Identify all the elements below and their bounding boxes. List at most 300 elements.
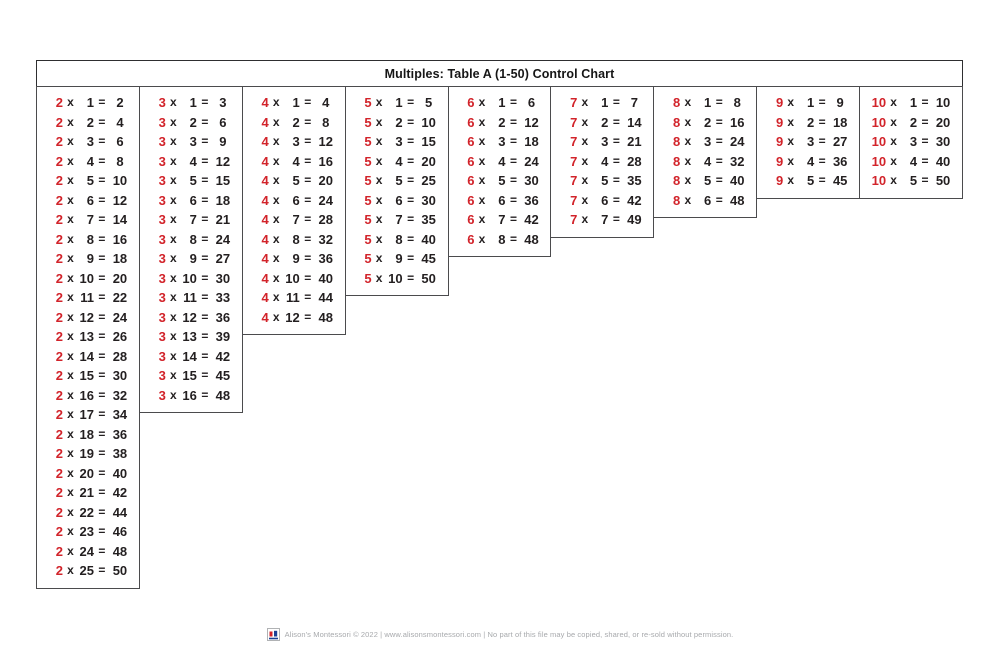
multiplicand-value: 11 <box>285 290 300 305</box>
product-value: 30 <box>421 192 436 208</box>
product-value: 15 <box>215 173 231 188</box>
multiplicand-value: 3 <box>189 134 197 149</box>
multiplicand-value: 16 <box>79 387 94 403</box>
multiplicand-value: 8 <box>292 231 300 247</box>
product-value: 40 <box>730 173 745 188</box>
product-value: 32 <box>112 387 128 403</box>
multiplicand-value: 5 <box>86 173 94 188</box>
equals-operator: = <box>612 173 620 187</box>
product-value: 36 <box>318 251 333 266</box>
multiplicand-value: 7 <box>189 212 197 227</box>
equation-row <box>243 93 345 113</box>
multiplier-value: 6 <box>467 212 475 227</box>
multiplier-value: 9 <box>775 134 784 149</box>
times-operator: x <box>67 426 74 441</box>
multiples-column-2 <box>36 86 140 589</box>
equals-operator: = <box>304 290 312 304</box>
times-operator: x <box>478 134 486 148</box>
equals-operator: = <box>201 173 209 187</box>
times-operator: x <box>272 153 280 168</box>
multiplicand-value: 1 <box>601 95 609 110</box>
equation-row <box>243 171 345 191</box>
multiplier-value: 7 <box>570 153 578 169</box>
times-operator: x <box>67 446 74 460</box>
equals-operator: = <box>304 192 312 207</box>
equation-row <box>860 171 962 191</box>
equation-row <box>449 230 551 250</box>
equals-operator: = <box>201 290 209 304</box>
multiplicand-value: 7 <box>86 212 94 227</box>
equation-row <box>243 308 345 328</box>
product-value: 14 <box>627 114 642 130</box>
equation-row <box>37 464 139 484</box>
equals-operator: = <box>407 134 415 148</box>
multiplicand-value: 2 <box>498 114 506 130</box>
equals-operator: = <box>612 192 620 207</box>
equation-row <box>140 288 242 308</box>
multiplier-value: 4 <box>261 192 269 208</box>
equation-row <box>37 561 139 581</box>
product-value: 20 <box>421 153 436 169</box>
equals-operator: = <box>612 134 620 148</box>
multiplicand-value: 8 <box>395 231 403 247</box>
multiplier-value: 3 <box>158 251 166 266</box>
equals-operator: = <box>304 251 312 265</box>
times-operator: x <box>375 134 383 148</box>
multiplier-value: 7 <box>570 212 578 227</box>
multiples-column-4 <box>242 86 346 335</box>
equals-operator: = <box>201 192 209 207</box>
multiplier-value: 10 <box>871 134 887 149</box>
times-operator: x <box>272 134 280 148</box>
product-value: 48 <box>112 543 128 559</box>
product-value: 44 <box>112 504 128 520</box>
product-value: 12 <box>112 192 128 208</box>
multiples-columns <box>36 86 963 589</box>
multiplicand-value: 5 <box>704 173 712 188</box>
multiplier-value: 3 <box>158 114 166 130</box>
equation-row <box>140 171 242 191</box>
equation-row <box>140 347 242 367</box>
equals-operator: = <box>407 192 415 207</box>
equation-row <box>140 386 242 406</box>
equals-operator: = <box>407 270 415 285</box>
equation-row <box>37 405 139 425</box>
product-value: 9 <box>219 134 227 149</box>
multiplicand-value: 11 <box>183 290 197 305</box>
equation-row <box>551 210 653 230</box>
multiplicand-value: 1 <box>909 95 918 110</box>
times-operator: x <box>478 173 486 187</box>
product-value: 46 <box>112 524 128 539</box>
multiplicand-value: 6 <box>704 192 712 208</box>
product-value: 21 <box>215 212 231 227</box>
product-value: 44 <box>318 290 333 305</box>
times-operator: x <box>581 192 589 207</box>
times-operator: x <box>890 173 897 187</box>
equation-row <box>346 269 448 289</box>
equals-operator: = <box>201 348 209 363</box>
multiplicand-value: 5 <box>909 173 918 188</box>
times-operator: x <box>272 192 280 207</box>
equals-operator: = <box>201 134 209 148</box>
multiplicand-value: 6 <box>292 192 300 208</box>
product-value: 9 <box>836 95 844 110</box>
equation-row <box>243 113 345 133</box>
multiplier-value: 4 <box>261 95 269 110</box>
product-value: 21 <box>627 134 642 149</box>
times-operator: x <box>67 114 74 129</box>
product-value: 8 <box>733 95 741 110</box>
times-operator: x <box>169 153 177 168</box>
equals-operator: = <box>201 251 209 265</box>
equals-operator: = <box>304 114 312 129</box>
equals-operator: = <box>407 153 415 168</box>
equation-row <box>140 269 242 289</box>
multiplier-value: 4 <box>261 153 269 169</box>
times-operator: x <box>169 368 177 382</box>
footer <box>0 626 1000 642</box>
equation-row <box>140 308 242 328</box>
multiplier-value: 3 <box>158 153 166 169</box>
times-operator: x <box>375 95 383 109</box>
product-value: 36 <box>215 309 231 325</box>
times-operator: x <box>67 348 74 363</box>
multiplier-value: 7 <box>570 192 578 208</box>
multiplier-value: 3 <box>158 134 166 149</box>
equation-row <box>654 93 756 113</box>
multiplier-value: 5 <box>364 134 372 149</box>
times-operator: x <box>272 114 280 129</box>
product-value: 48 <box>215 387 231 403</box>
product-value: 50 <box>935 173 951 188</box>
equals-operator: = <box>509 192 517 207</box>
times-operator: x <box>787 153 795 168</box>
equation-row <box>37 386 139 406</box>
equation-row <box>551 132 653 152</box>
times-operator: x <box>169 348 177 363</box>
multiplicand-value: 4 <box>806 153 815 169</box>
multiplicand-value: 2 <box>189 114 197 130</box>
times-operator: x <box>684 153 692 168</box>
equals-operator: = <box>304 95 312 109</box>
multiplicand-value: 2 <box>86 114 94 130</box>
multiplier-value: 6 <box>467 134 475 149</box>
equals-operator: = <box>98 524 106 538</box>
multiplicand-value: 16 <box>182 387 197 403</box>
times-operator: x <box>787 173 795 187</box>
product-value: 18 <box>832 114 848 130</box>
equals-operator: = <box>715 95 723 109</box>
equals-operator: = <box>98 114 106 129</box>
equation-row <box>551 171 653 191</box>
times-operator: x <box>67 270 74 285</box>
product-value: 48 <box>524 231 539 247</box>
multiplier-value: 5 <box>364 231 372 247</box>
product-value: 48 <box>318 309 333 325</box>
product-value: 27 <box>832 134 848 149</box>
multiplicand-value: 19 <box>79 446 94 461</box>
equals-operator: = <box>98 212 106 226</box>
product-value: 38 <box>112 446 128 461</box>
multiplicand-value: 23 <box>79 524 94 539</box>
page-title: Multiples: Table A (1-50) Control Chart <box>384 66 615 81</box>
multiplier-value: 2 <box>55 95 63 110</box>
multiplicand-value: 8 <box>86 231 94 247</box>
equals-operator: = <box>818 173 826 187</box>
equals-operator: = <box>98 543 106 558</box>
equals-operator: = <box>715 192 723 207</box>
equation-row <box>551 191 653 211</box>
equals-operator: = <box>921 153 929 168</box>
multiplier-value: 2 <box>55 153 63 169</box>
product-value: 8 <box>322 114 330 130</box>
multiplier-value: 3 <box>158 290 166 305</box>
multiplicand-value: 5 <box>189 173 197 188</box>
times-operator: x <box>67 563 74 577</box>
times-operator: x <box>478 114 486 129</box>
times-operator: x <box>375 153 383 168</box>
equation-row <box>346 113 448 133</box>
product-value: 6 <box>527 95 536 110</box>
multiplicand-value: 9 <box>86 251 94 266</box>
product-value: 18 <box>524 134 539 149</box>
equation-row <box>860 152 962 172</box>
equation-row <box>37 483 139 503</box>
multiplier-value: 8 <box>673 95 681 110</box>
multiplier-value: 9 <box>775 95 784 110</box>
product-value: 42 <box>627 192 642 208</box>
product-value: 4 <box>116 114 124 130</box>
times-operator: x <box>67 387 74 402</box>
product-value: 24 <box>215 231 231 247</box>
multiplicand-value: 13 <box>79 329 94 344</box>
equals-operator: = <box>921 173 929 187</box>
equals-operator: = <box>98 251 106 265</box>
equation-row <box>449 113 551 133</box>
times-operator: x <box>67 485 74 499</box>
multiplicand-value: 18 <box>79 426 94 442</box>
multiplier-value: 3 <box>158 173 166 188</box>
equals-operator: = <box>201 368 209 382</box>
equals-operator: = <box>98 504 106 519</box>
multiplicand-value: 2 <box>806 114 815 130</box>
product-value: 24 <box>112 309 128 325</box>
multiplier-value: 3 <box>158 212 166 227</box>
equation-row <box>37 288 139 308</box>
times-operator: x <box>67 465 74 480</box>
equals-operator: = <box>98 387 106 402</box>
multiplicand-value: 6 <box>395 192 403 208</box>
product-value: 33 <box>215 290 231 305</box>
times-operator: x <box>787 114 795 129</box>
product-value: 18 <box>215 192 231 208</box>
multiplier-value: 10 <box>871 95 887 110</box>
multiplicand-value: 2 <box>395 114 403 130</box>
multiplicand-value: 6 <box>86 192 94 208</box>
product-value: 24 <box>730 134 745 149</box>
multiplicand-value: 12 <box>182 309 197 325</box>
multiplicand-value: 5 <box>292 173 300 188</box>
multiplier-value: 3 <box>158 387 166 403</box>
multiplier-value: 2 <box>55 290 63 305</box>
product-value: 27 <box>215 251 231 266</box>
multiplier-value: 2 <box>55 114 63 130</box>
equals-operator: = <box>98 563 106 577</box>
equals-operator: = <box>98 329 106 343</box>
equals-operator: = <box>201 212 209 226</box>
multiplier-value: 3 <box>158 270 166 286</box>
equation-row <box>37 425 139 445</box>
product-value: 36 <box>112 426 128 442</box>
equation-row <box>346 249 448 269</box>
multiplicand-value: 15 <box>182 368 197 383</box>
equation-row <box>654 132 756 152</box>
equation-row <box>757 152 859 172</box>
times-operator: x <box>375 114 383 129</box>
times-operator: x <box>478 192 486 207</box>
equals-operator: = <box>715 153 723 168</box>
multiplier-value: 7 <box>570 114 578 130</box>
product-value: 34 <box>112 407 128 422</box>
multiplier-value: 4 <box>261 231 269 247</box>
times-operator: x <box>581 114 589 129</box>
equation-row <box>37 308 139 328</box>
equals-operator: = <box>98 153 106 168</box>
equation-row <box>551 113 653 133</box>
multiplier-value: 2 <box>55 173 63 188</box>
multiplicand-value: 3 <box>909 134 918 149</box>
product-value: 42 <box>215 348 231 364</box>
times-operator: x <box>684 134 692 148</box>
multiplicand-value: 25 <box>79 563 94 578</box>
equation-row <box>243 191 345 211</box>
equals-operator: = <box>98 348 106 363</box>
times-operator: x <box>375 270 383 285</box>
equation-row <box>37 444 139 464</box>
product-value: 40 <box>935 153 951 169</box>
multiplicand-value: 9 <box>395 251 403 266</box>
equals-operator: = <box>612 114 620 129</box>
multiplicand-value: 5 <box>806 173 815 188</box>
multiples-column-9 <box>756 86 860 199</box>
product-value: 12 <box>524 114 539 130</box>
product-value: 7 <box>630 95 638 110</box>
equals-operator: = <box>201 231 209 246</box>
equation-row <box>757 113 859 133</box>
equals-operator: = <box>98 426 106 441</box>
equation-row <box>37 249 139 269</box>
product-value: 5 <box>424 95 433 110</box>
times-operator: x <box>581 153 589 168</box>
times-operator: x <box>272 290 280 304</box>
equals-operator: = <box>98 290 106 304</box>
equation-row <box>243 152 345 172</box>
multiplier-value: 3 <box>158 329 166 344</box>
product-value: 24 <box>318 192 333 208</box>
multiplicand-value: 1 <box>395 95 403 110</box>
product-value: 28 <box>112 348 128 364</box>
times-operator: x <box>581 212 589 226</box>
multiplier-value: 9 <box>775 153 784 169</box>
multiplicand-value: 8 <box>498 231 506 247</box>
equation-row <box>346 230 448 250</box>
times-operator: x <box>272 309 280 324</box>
multiplier-value: 2 <box>55 192 63 208</box>
multiplicand-value: 5 <box>601 173 609 188</box>
equation-row <box>346 132 448 152</box>
multiplicand-value: 10 <box>285 270 300 286</box>
equation-row <box>449 132 551 152</box>
equals-operator: = <box>612 153 620 168</box>
times-operator: x <box>581 173 589 187</box>
multiplicand-value: 10 <box>388 270 403 286</box>
equation-row <box>140 210 242 230</box>
product-value: 10 <box>935 95 951 110</box>
product-value: 24 <box>524 153 539 169</box>
multiplicand-value: 3 <box>86 134 94 149</box>
multiplicand-value: 2 <box>292 114 300 130</box>
equation-row <box>140 327 242 347</box>
multiplier-value: 2 <box>55 446 63 461</box>
multiplicand-value: 4 <box>395 153 403 169</box>
equals-operator: = <box>715 173 723 187</box>
multiplier-value: 7 <box>570 134 578 149</box>
product-value: 42 <box>112 485 128 500</box>
times-operator: x <box>272 95 280 109</box>
product-value: 30 <box>935 134 951 149</box>
times-operator: x <box>272 251 280 265</box>
multiplicand-value: 4 <box>189 153 197 169</box>
multiplier-value: 4 <box>261 114 269 130</box>
equation-row <box>346 191 448 211</box>
times-operator: x <box>67 524 74 538</box>
equals-operator: = <box>98 173 106 187</box>
multiplier-value: 8 <box>673 192 681 208</box>
times-operator: x <box>169 114 177 129</box>
multiplicand-value: 9 <box>189 251 197 266</box>
multiplier-value: 2 <box>55 231 63 247</box>
multiplier-value: 6 <box>467 173 475 188</box>
equals-operator: = <box>509 173 517 187</box>
times-operator: x <box>67 329 74 343</box>
multiplicand-value: 6 <box>601 192 609 208</box>
equals-operator: = <box>98 95 106 109</box>
multiplier-value: 2 <box>55 563 63 578</box>
equation-row <box>243 288 345 308</box>
times-operator: x <box>169 309 177 324</box>
multiplicand-value: 1 <box>806 95 815 110</box>
equals-operator: = <box>98 407 106 421</box>
times-operator: x <box>272 231 280 246</box>
times-operator: x <box>684 114 692 129</box>
equation-row <box>757 93 859 113</box>
multiplicand-value: 11 <box>80 290 94 305</box>
multiplicand-value: 22 <box>79 504 94 520</box>
equals-operator: = <box>715 114 723 129</box>
times-operator: x <box>272 173 280 187</box>
multiplier-value: 4 <box>261 134 269 149</box>
equals-operator: = <box>509 134 517 148</box>
equation-row <box>346 93 448 113</box>
multiplier-value: 2 <box>55 212 63 227</box>
equation-row <box>140 366 242 386</box>
multiplier-value: 8 <box>673 134 681 149</box>
equals-operator: = <box>715 134 723 148</box>
multiplicand-value: 3 <box>806 134 815 149</box>
multiplicand-value: 21 <box>79 485 94 500</box>
equation-row <box>346 152 448 172</box>
